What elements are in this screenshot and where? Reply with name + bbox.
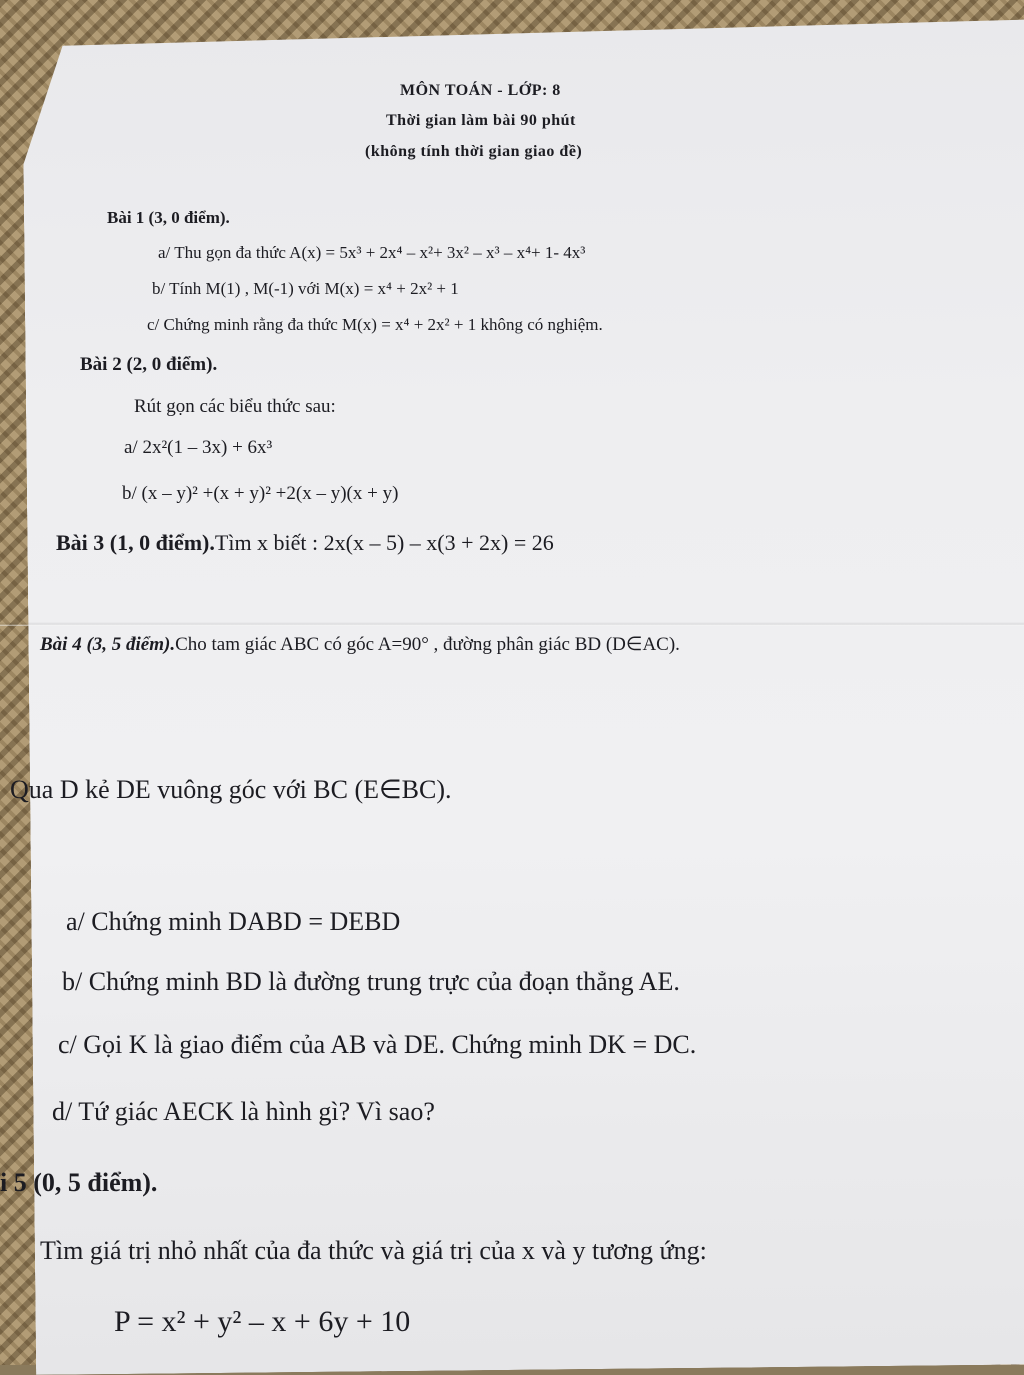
paper-fold-line (0, 622, 1024, 626)
exam-subject-header: MÔN TOÁN - LỚP: 8 (400, 82, 561, 99)
bai2-title: Bài 2 (2, 0 điểm). (80, 354, 218, 375)
bai1-part-a: a/ Thu gọn đa thức A(x) = 5x³ + 2x⁴ – x²+ 3x² – x³ – x⁴+ 1- 4x³ (158, 243, 586, 262)
bai2-part-b: b/ (x – y)² +(x + y)² +2(x – y)(x + y) (122, 483, 399, 504)
bai4-title: Bài 4 (3, 5 điểm). (40, 634, 176, 655)
bai4-text: Cho tam giác ABC có góc A=90° , đường phân giác BD (D∈AC). (175, 634, 680, 655)
exam-time-note: (không tính thời gian giao đề) (365, 143, 583, 160)
bai1-part-b: b/ Tính M(1) , M(-1) với M(x) = x⁴ + 2x² + 1 (152, 279, 459, 298)
bai2-intro: Rút gọn các biểu thức sau: (134, 396, 336, 417)
bai5-title: i 5 (0, 5 điểm). (0, 1168, 158, 1197)
bai4-part-b: b/ Chứng minh BD là đường trung trực của đoạn thẳng AE. (62, 967, 680, 996)
bai4-part-a: a/ Chứng minh DABD = DEBD (66, 907, 401, 936)
bai2-part-a: a/ 2x²(1 – 3x) + 6x³ (124, 437, 273, 458)
bai4-part-c: c/ Gọi K là giao điểm của AB và DE. Chứng minh DK = DC. (58, 1030, 697, 1059)
bai5-text: Tìm giá trị nhỏ nhất của đa thức và giá trị của x và y tương ứng: (40, 1236, 707, 1265)
exam-time-header: Thời gian làm bài 90 phút (386, 112, 576, 129)
bai3-text: Tìm x biết : 2x(x – 5) – x(3 + 2x) = 26 (214, 530, 554, 555)
bai4-part-d: d/ Tứ giác AECK là hình gì? Vì sao? (52, 1097, 435, 1126)
bai4-line (40, 633, 680, 656)
bai3-title: Bài 3 (1, 0 điểm). (56, 530, 215, 555)
bai5-formula: P = x² + y² – x + 6y + 10 (114, 1305, 411, 1338)
bai1-part-c: c/ Chứng minh rằng đa thức M(x) = x⁴ + 2x² + 1 không có nghiệm. (147, 315, 603, 334)
bai4-text2: Qua D kẻ DE vuông góc với BC (E∈BC). (10, 775, 452, 804)
bai1-title: Bài 1 (3, 0 điểm). (107, 208, 230, 227)
bai3-line (56, 530, 554, 556)
